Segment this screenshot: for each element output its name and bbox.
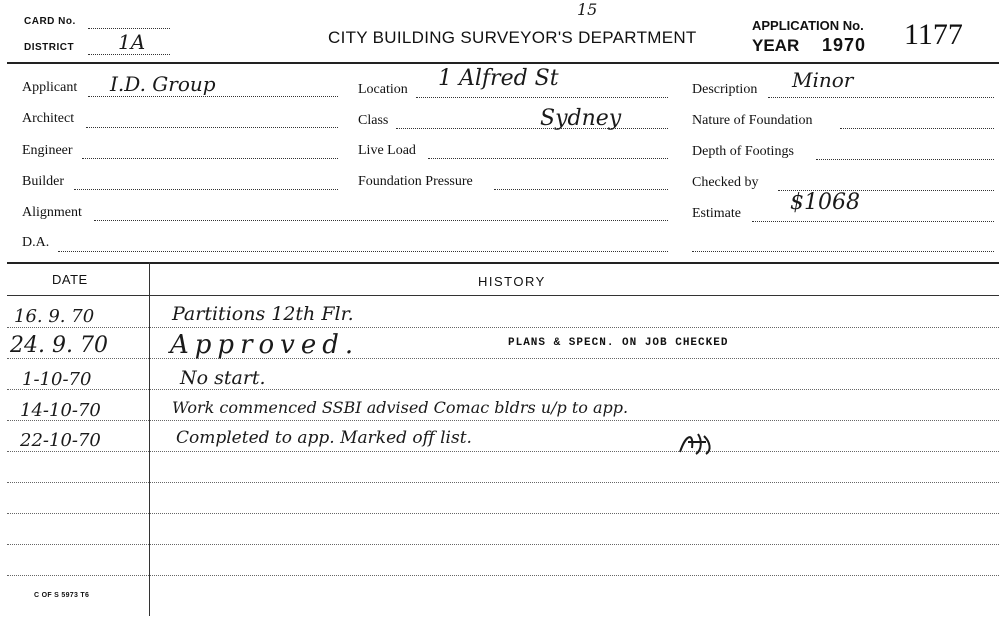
history-entry: Completed to app. Marked off list. [176,428,472,448]
class-line [396,128,668,129]
applicant-value: I.D. Group [110,72,216,96]
department-title: CITY BUILDING SURVEYOR'S DEPARTMENT [328,28,697,47]
history-header-divider [7,295,999,296]
date-column-header: DATE [52,272,88,287]
card-no-line [88,28,170,29]
history-rule [7,327,999,328]
description-label: Description [692,82,758,97]
district-value: 1A [118,30,146,54]
engineer-label: Engineer [22,143,73,158]
applicant-label: Applicant [22,80,78,95]
application-no-label: APPLICATION No. [752,18,864,33]
nature-of-foundation-label: Nature of Foundation [692,113,813,128]
form-code: C OF S 5973 T6 [34,592,90,599]
estimate-line [752,221,994,222]
estimate-label: Estimate [692,206,741,221]
history-date: 24. 9. 70 [10,333,108,358]
history-date: 22-10-70 [20,430,101,451]
history-entry: No start. [180,367,266,389]
location-label: Location [358,82,408,97]
date-column-divider [149,262,150,616]
da-label: D.A. [22,235,50,250]
district-line [88,54,170,55]
history-date: 1-10-70 [22,369,92,390]
applicant-line [88,96,338,97]
card-no-label: CARD No. [24,16,76,27]
history-date: 16. 9. 70 [14,306,95,327]
architect-label: Architect [22,111,75,126]
nature-of-foundation-line [840,128,994,129]
alignment-line [94,220,668,221]
history-rule [7,451,999,452]
district-label: DISTRICT [24,42,75,53]
checked-by-label: Checked by [692,175,759,190]
location-value: 1 Alfred St [438,66,559,91]
engineer-line [82,158,338,159]
depth-of-footings-label: Depth of Footings [692,144,794,159]
da-line [58,251,668,252]
foundation-pressure-label: Foundation Pressure [358,174,473,189]
builder-label: Builder [22,174,64,189]
class-label: Class [358,113,389,128]
application-no-value: 1177 [904,18,963,51]
history-date: 14-10-70 [20,400,101,421]
estimate-line-2 [692,251,994,252]
history-rule [7,513,999,514]
history-rule [7,575,999,576]
history-rule [7,544,999,545]
live-load-label: Live Load [358,143,416,158]
history-rule [7,482,999,483]
class-value: Sydney [540,106,622,131]
history-entry: Work commenced SSBI advised Comac bldrs u/p to app. [172,398,629,417]
history-rule [7,420,999,421]
description-value: Minor [792,68,854,92]
header-divider [7,62,999,64]
history-top-divider [7,262,999,264]
architect-line [86,127,338,128]
year-label: YEAR [752,36,800,55]
history-typed-note: PLANS & SPECN. ON JOB CHECKED [508,337,729,349]
history-rule [7,389,999,390]
builder-line [74,189,338,190]
initials-signature [676,430,720,456]
foundation-pressure-line [494,189,668,190]
history-rule [7,358,999,359]
year-value: 1970 [822,35,867,55]
history-entry: Approved. [170,330,360,360]
history-column-header: HISTORY [478,274,546,289]
alignment-label: Alignment [22,205,82,220]
depth-of-footings-line [816,159,994,160]
description-line [768,97,994,98]
annotation-top: 15 [577,0,598,19]
estimate-value: $1068 [790,190,860,215]
history-entry: Partitions 12th Flr. [172,303,354,325]
live-load-line [428,158,668,159]
location-line [416,97,668,98]
